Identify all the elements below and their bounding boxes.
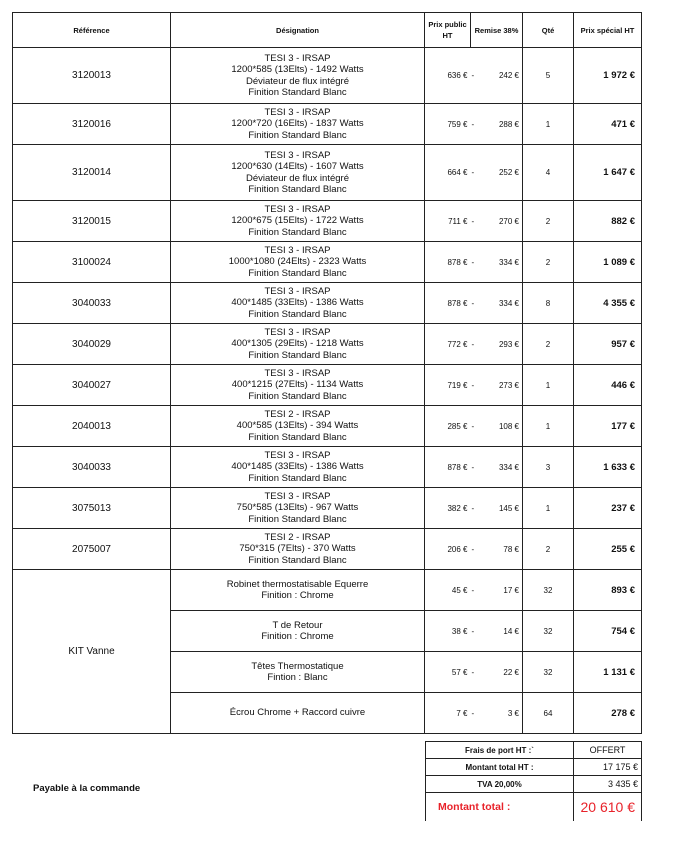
designation-line: 1000*1080 (24Elts) - 2323 Watts xyxy=(228,256,367,268)
prix-special-cell: 1 131 € xyxy=(574,652,642,693)
designation-line: 400*1485 (33Elts) - 1386 Watts xyxy=(231,297,364,309)
designation-line: Finition Standard Blanc xyxy=(248,554,347,566)
designation-line: 1200*675 (15Elts) - 1722 Watts xyxy=(231,215,364,227)
remise-dash: - xyxy=(471,708,475,718)
remise-cell xyxy=(471,48,523,104)
remise-dash: - xyxy=(471,626,475,636)
header-reference: Référence xyxy=(13,13,171,48)
designation-line: TESI 3 - IRSAP xyxy=(264,285,331,297)
remise-cell xyxy=(471,529,523,570)
remise-dash: - xyxy=(471,585,475,595)
header-qte: Qté xyxy=(523,13,574,48)
designation-line: T de Retour xyxy=(272,619,323,631)
prix-special-cell: 1 647 € xyxy=(574,145,642,201)
table-row xyxy=(13,242,642,283)
remise-dash: - xyxy=(471,380,475,390)
total-ht-label: Montant total HT : xyxy=(426,759,574,776)
table-row xyxy=(13,324,642,365)
designation-line: 1200*630 (14Elts) - 1607 Watts xyxy=(231,161,364,172)
remise-dash: - xyxy=(471,298,475,308)
designation-line: Finition Standard Blanc xyxy=(248,184,347,195)
designation-line: TESI 3 - IRSAP xyxy=(264,326,331,338)
designation-line: Finition Standard Blanc xyxy=(248,513,347,525)
table-row xyxy=(13,145,642,201)
prix-special-cell: 1 089 € xyxy=(574,242,642,283)
remise-value: 288 € xyxy=(498,119,519,129)
remise-dash: - xyxy=(471,421,475,431)
designation-line: Finition Standard Blanc xyxy=(248,431,347,443)
reference-cell: 3040033 xyxy=(13,283,171,324)
reference-cell: 3040027 xyxy=(13,365,171,406)
remise-cell xyxy=(471,570,523,611)
reference-cell: 2040013 xyxy=(13,406,171,447)
header-prix-public: Prix public HT xyxy=(425,13,471,48)
remise-dash: - xyxy=(471,462,475,472)
prix-public-cell: 664 € xyxy=(425,145,471,201)
remise-dash: - xyxy=(471,503,475,513)
prix-public-cell: 719 € xyxy=(425,365,471,406)
remise-value: 293 € xyxy=(498,339,519,349)
quantity-cell: 2 xyxy=(523,529,574,570)
quantity-cell: 5 xyxy=(523,48,574,104)
remise-cell xyxy=(471,447,523,488)
prix-public-cell: 382 € xyxy=(425,488,471,529)
tva-label: TVA 20,00% xyxy=(426,776,574,793)
frais-value: OFFERT xyxy=(574,742,642,759)
quantity-cell: 8 xyxy=(523,283,574,324)
remise-value: 14 € xyxy=(503,626,519,636)
prix-public-cell: 57 € xyxy=(425,652,471,693)
prix-special-cell: 882 € xyxy=(574,201,642,242)
remise-value: 145 € xyxy=(498,503,519,513)
remise-cell xyxy=(471,652,523,693)
designation-line: TESI 3 - IRSAP xyxy=(264,449,331,461)
reference-cell: 2075007 xyxy=(13,529,171,570)
table-row xyxy=(13,447,642,488)
prix-public-cell: 7 € xyxy=(425,693,471,734)
remise-value: 273 € xyxy=(498,380,519,390)
designation-line: Finition Standard Blanc xyxy=(248,390,347,402)
designation-line: Écrou Chrome + Raccord cuivre xyxy=(229,707,366,719)
reference-cell: 3120013 xyxy=(13,48,171,104)
remise-value: 270 € xyxy=(498,216,519,226)
designation-cell xyxy=(171,201,425,242)
totals-row-ht xyxy=(426,759,642,776)
frais-label: Frais de port HT :` xyxy=(426,742,574,759)
remise-cell xyxy=(471,242,523,283)
quantity-cell: 64 xyxy=(523,693,574,734)
designation-line: Finition Standard Blanc xyxy=(248,472,347,484)
designation-cell xyxy=(171,652,425,693)
payment-terms: Payable à la commande xyxy=(33,783,141,794)
remise-cell xyxy=(471,365,523,406)
table-row xyxy=(13,283,642,324)
remise-dash: - xyxy=(471,168,475,177)
totals-row-tva xyxy=(426,776,642,793)
remise-value: 3 € xyxy=(507,708,519,718)
designation-line: TESI 3 - IRSAP xyxy=(264,149,331,161)
remise-value: 242 € xyxy=(498,71,519,80)
final-total-label: Montant total : xyxy=(426,793,574,822)
designation-cell xyxy=(171,488,425,529)
prix-public-cell: 711 € xyxy=(425,201,471,242)
remise-dash: - xyxy=(471,339,475,349)
remise-cell xyxy=(471,611,523,652)
remise-dash: - xyxy=(471,71,475,80)
total-ht-value: 17 175 € xyxy=(574,759,642,776)
designation-line: Déviateur de flux intégré xyxy=(246,172,349,184)
prix-public-cell: 45 € xyxy=(425,570,471,611)
reference-cell: 3040029 xyxy=(13,324,171,365)
quantity-cell: 3 xyxy=(523,447,574,488)
quantity-cell: 1 xyxy=(523,365,574,406)
table-header-row xyxy=(13,13,642,48)
reference-cell: 3120016 xyxy=(13,104,171,145)
designation-line: Fintion : Blanc xyxy=(267,672,328,683)
prix-public-cell: 878 € xyxy=(425,447,471,488)
prix-special-cell: 754 € xyxy=(574,611,642,652)
remise-value: 252 € xyxy=(498,168,519,177)
reference-cell: 3120015 xyxy=(13,201,171,242)
designation-line: TESI 3 - IRSAP xyxy=(264,203,331,215)
table-row xyxy=(13,104,642,145)
quantity-cell: 32 xyxy=(523,611,574,652)
remise-cell xyxy=(471,104,523,145)
quantity-cell: 1 xyxy=(523,406,574,447)
remise-cell xyxy=(471,201,523,242)
table-row xyxy=(13,406,642,447)
prix-special-cell: 4 355 € xyxy=(574,283,642,324)
totals-row-frais xyxy=(426,742,642,759)
remise-cell xyxy=(471,406,523,447)
designation-cell xyxy=(171,529,425,570)
designation-line: 1200*720 (16Elts) - 1837 Watts xyxy=(231,118,364,130)
quantity-cell: 32 xyxy=(523,652,574,693)
table-row xyxy=(13,365,642,406)
prix-special-cell: 237 € xyxy=(574,488,642,529)
quantity-cell: 32 xyxy=(523,570,574,611)
table-body xyxy=(13,48,642,734)
prix-public-cell: 772 € xyxy=(425,324,471,365)
prix-special-cell: 446 € xyxy=(574,365,642,406)
designation-line: 400*585 (13Elts) - 394 Watts xyxy=(236,420,359,432)
remise-value: 17 € xyxy=(503,585,519,595)
designation-cell xyxy=(171,447,425,488)
prix-special-cell: 255 € xyxy=(574,529,642,570)
prix-special-cell: 1 972 € xyxy=(574,48,642,104)
totals-table xyxy=(425,741,642,821)
designation-line: TESI 2 - IRSAP xyxy=(264,531,331,543)
remise-dash: - xyxy=(471,216,475,226)
reference-cell: 3120014 xyxy=(13,145,171,201)
designation-cell xyxy=(171,611,425,652)
final-total-value: 20 610 € xyxy=(574,793,642,822)
quote-table xyxy=(12,12,642,734)
designation-cell xyxy=(171,693,425,734)
header-prix-special: Prix spécial HT xyxy=(574,13,642,48)
designation-line: TESI 2 - IRSAP xyxy=(264,408,331,420)
prix-public-cell: 878 € xyxy=(425,283,471,324)
prix-public-cell: 285 € xyxy=(425,406,471,447)
quantity-cell: 2 xyxy=(523,242,574,283)
designation-cell xyxy=(171,104,425,145)
remise-value: 334 € xyxy=(498,462,519,472)
designation-cell xyxy=(171,48,425,104)
prix-special-cell: 177 € xyxy=(574,406,642,447)
remise-dash: - xyxy=(471,544,475,554)
designation-line: 400*1215 (27Elts) - 1134 Watts xyxy=(231,379,364,391)
remise-dash: - xyxy=(471,667,475,677)
designation-line: TESI 3 - IRSAP xyxy=(264,367,331,379)
prix-special-cell: 278 € xyxy=(574,693,642,734)
reference-cell: 3040033 xyxy=(13,447,171,488)
designation-line: Déviateur de flux intégré xyxy=(246,75,349,87)
quantity-cell: 1 xyxy=(523,488,574,529)
designation-line: Finition Standard Blanc xyxy=(248,308,347,320)
designation-cell xyxy=(171,406,425,447)
remise-dash: - xyxy=(471,257,475,267)
remise-value: 334 € xyxy=(498,298,519,308)
designation-cell xyxy=(171,324,425,365)
quantity-cell: 4 xyxy=(523,145,574,201)
quantity-cell: 2 xyxy=(523,201,574,242)
designation-line: Finition Standard Blanc xyxy=(248,349,347,361)
prix-public-cell: 636 € xyxy=(425,48,471,104)
table-row xyxy=(13,488,642,529)
prix-public-cell: 878 € xyxy=(425,242,471,283)
table-row xyxy=(13,48,642,104)
designation-cell xyxy=(171,242,425,283)
header-remise: Remise 38% xyxy=(471,13,523,48)
designation-line: Finition Standard Blanc xyxy=(248,226,347,238)
designation-line: TESI 3 - IRSAP xyxy=(264,490,331,502)
header-designation: Désignation xyxy=(171,13,425,48)
remise-value: 334 € xyxy=(498,257,519,267)
remise-cell xyxy=(471,283,523,324)
kit-row xyxy=(13,570,642,611)
reference-cell: 3100024 xyxy=(13,242,171,283)
designation-cell xyxy=(171,283,425,324)
designation-cell xyxy=(171,365,425,406)
designation-cell xyxy=(171,570,425,611)
designation-line: Têtes Thermostatique xyxy=(251,660,344,672)
designation-line: 400*1305 (29Elts) - 1218 Watts xyxy=(231,338,364,350)
remise-cell xyxy=(471,693,523,734)
designation-line: 400*1485 (33Elts) - 1386 Watts xyxy=(231,461,364,473)
designation-line: 1200*585 (13Elts) - 1492 Watts xyxy=(231,64,364,75)
designation-line: Finition Standard Blanc xyxy=(248,129,347,141)
remise-cell xyxy=(471,145,523,201)
remise-value: 108 € xyxy=(498,421,519,431)
designation-line: TESI 3 - IRSAP xyxy=(264,106,331,118)
remise-dash: - xyxy=(471,119,475,129)
prix-public-cell: 206 € xyxy=(425,529,471,570)
remise-cell xyxy=(471,488,523,529)
reference-cell: 3075013 xyxy=(13,488,171,529)
kit-reference-cell: KIT Vanne xyxy=(13,570,171,734)
table-row xyxy=(13,201,642,242)
designation-line: Finition Standard Blanc xyxy=(248,267,347,279)
prix-special-cell: 471 € xyxy=(574,104,642,145)
remise-value: 78 € xyxy=(503,544,519,554)
prix-public-cell: 38 € xyxy=(425,611,471,652)
designation-line: 750*315 (7Elts) - 370 Watts xyxy=(239,543,356,555)
prix-special-cell: 893 € xyxy=(574,570,642,611)
quantity-cell: 1 xyxy=(523,104,574,145)
designation-line: Finition : Chrome xyxy=(261,631,334,642)
designation-line: TESI 3 - IRSAP xyxy=(264,52,331,64)
designation-line: TESI 3 - IRSAP xyxy=(264,244,331,256)
prix-special-cell: 957 € xyxy=(574,324,642,365)
table-row xyxy=(13,529,642,570)
designation-line: Finition Standard Blanc xyxy=(248,87,347,98)
tva-value: 3 435 € xyxy=(574,776,642,793)
totals-row-final xyxy=(426,793,642,822)
prix-special-cell: 1 633 € xyxy=(574,447,642,488)
designation-line: Robinet thermostatisable Equerre xyxy=(226,578,369,590)
designation-cell xyxy=(171,145,425,201)
remise-cell xyxy=(471,324,523,365)
remise-value: 22 € xyxy=(503,667,519,677)
quantity-cell: 2 xyxy=(523,324,574,365)
designation-line: 750*585 (13Elts) - 967 Watts xyxy=(236,502,359,514)
prix-public-cell: 759 € xyxy=(425,104,471,145)
designation-line: Finition : Chrome xyxy=(261,590,334,601)
